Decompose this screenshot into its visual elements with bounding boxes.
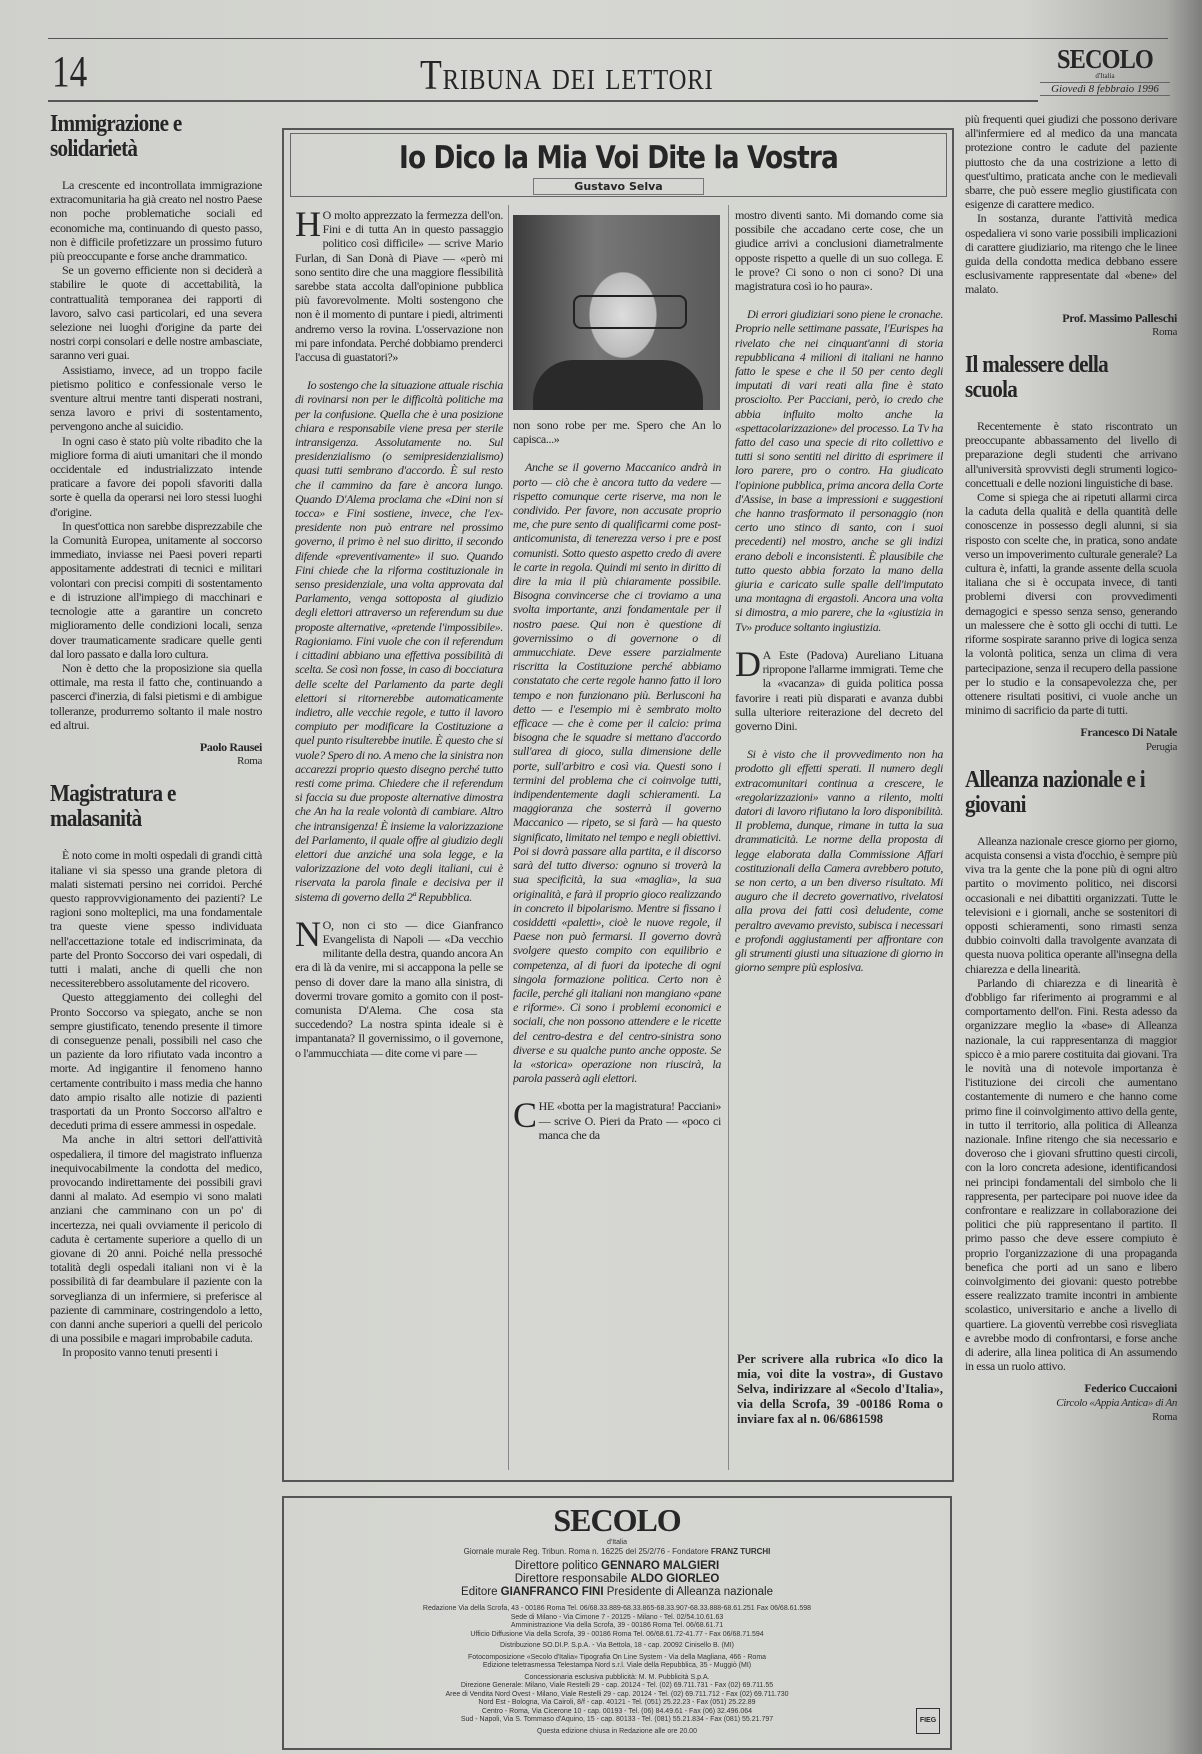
- paragraph: Ma anche in altri settori dell'attività ospedaliera, il timore del magistrato influenza inequivocabilmente la condotta del medico, provocando indirettamente dei possibili gravi danni al malato. Ad esempio vi sono malati anziani che camminano con un po' di incertezza, nei quali ovviamente il pericolo di caduta è certamente superiore a quello di un giovane di 20 anni. Poiché nella pressoché totalità degli ospedali italiani non vi è la possibilità di far deambulare il paziente con la sorveglianza di un infermiere, si preferisce al paziente di camminare, costringendolo a letto, con danni anche superiori a quelli del pericolo di una possibile e magari improbabile caduta.: [50, 1132, 262, 1346]
- author-city: Roma: [237, 755, 262, 768]
- imprint-line: Aree di Vendita Nord Ovest - Milano, Viale Restelli 29 - cap. 20124 - Tel. (02) 69.711.712 - Fax (02) 69.711.730: [445, 1690, 789, 1698]
- imprint-logo: SECOLO: [553, 1502, 681, 1538]
- letter-ospedali-cont: [965, 112, 1177, 339]
- paragraph: Questo atteggiamento dei colleghi del Pronto Soccorso va spiegato, anche se non sempre giustificato, tenendo presente il timore di conseguenze penali, possibili nel caso che un paziente da loro rifiutato vada incontro a morte. Ad ingigantire il fenomeno hanno certamente contribuito i mass media che hanno dato ampio risalto alle notizie di pazienti trasportati da un Pronto Soccorso all'altro e deceduti prima di essere ammessi in ospedale.: [50, 990, 262, 1133]
- paragraph: Se un governo efficiente non si deciderà a stabilire le quote di accettabilità, la contrattualità temporanea dei rapporti di lavoro, salvo casi particolari, ed una severa selezione nei luoghi d'origine da parte dei nostri corpi consolari e delle nostre ambasciate, saranno veri guai.: [50, 263, 262, 363]
- letter-furlan: H O molto apprezzato la fermezza dell'on. Fini e di tutta An in questo passaggio politico così difficile» — scrive Mario Furlan, di San Donà di Piave — «però mi sono sentito dire che una maggiore flessibilità sarebbe stata accolta dall'opinione pubblica più favorevolmente. Molti sostengono che non è il momento di puntare i piedi, altrimenti andremo verso la rovina. L'osservazione non mi pare infondata. Perché dobbiamo prenderci l'accusa di guastatori?»: [295, 208, 503, 365]
- masthead: [1040, 44, 1170, 96]
- right-column: [965, 112, 1177, 1754]
- letter-scuola: [965, 353, 1177, 754]
- reply-lituana: Si è visto che il provvedimento non ha prodotto gli effetti sperati. Il numero degli extracomunitari continua a crescere, le «regolarizzazioni» vanno a rilento, molti datori di lavoro rifiutano la loro disponibilità. Il problema, dunque, rimane in tutta la sua drammaticità. Le norme della proposta di legge elaborata dalla Commissione Affari costituzionali della Camera avrebbero potuto, se non certo, a un ben diverso risultato. Mi auguro che il decreto governativo, rivelatosi alla prova dei fatti così deludente, come peraltro avevamo previsto, subisca i necessari e profondi aggiustamenti per affrontare con gli strumenti giusti una situazione di giorno in giorno sempre più esplosiva.: [735, 747, 943, 975]
- imprint-registration: Giornale murale Reg. Tribun. Roma n. 16225 del 25/2/76 - Fondatore FRANZ TURCHI: [463, 1546, 771, 1556]
- author-photo: [513, 215, 720, 410]
- imprint-line: Direzione Generale: Milano, Viale Restelli 29 - cap. 20124 - Tel. (02) 69.711.731 - Fax (02) 69.711.55: [460, 1682, 774, 1689]
- letter-magistratura: [50, 782, 262, 1359]
- imprint-line: Sede di Milano - Via Cimone 7 - 20125 - Milano - Tel. 02/54.10.61.63: [510, 1613, 724, 1621]
- paragraph: In quest'ottica non sarebbe disprezzabile che la Comunità Europea, unitamente al soccorso immediato, inviasse nei Paesi poveri reparti appositamente addestrati di tecnici e militari volontari con precisi compiti di sostentamento e di istruzione all'impiego di macchinari e tecnologie atte a garantire un concreto miglioramento delle condizioni locali, senza dover traumaticamente sradicare quelle genti dal loro passato e dalla loro cultura.: [50, 518, 262, 661]
- column-author: Gustavo Selva: [533, 178, 703, 195]
- paragraph: più frequenti quei giudizi che possono derivare all'infermiere ed al medico da una mancata protezione contro le cadute del paziente piuttosto che da una costrizione a letto di quest'ultimo, praticata anche con le medievali sbarre, che può essere meglio giustificata con esigenze di carattere medico.: [965, 112, 1177, 212]
- column-text-1: [295, 208, 503, 1473]
- author-signature: Francesco Di Natale: [1080, 725, 1177, 740]
- imprint-line: Ufficio Diffusione Via della Scrofa, 39 - 00186 Roma Tel. 06/68.61.72-41.77 - Fax 06/68.71.594: [470, 1630, 764, 1638]
- author-city: Roma: [1152, 325, 1177, 338]
- imprint-line: Distribuzione SO.DI.P. S.p.A. - Via Bettola, 18 - cap. 20092 Cinisello B. (MI): [500, 1642, 734, 1649]
- imprint-editor: Editore GIANFRANCO FINI Presidente di Alleanza nazionale: [461, 1586, 773, 1598]
- drop-cap: C: [513, 1095, 537, 1136]
- reply-pieri: Di errori giudiziari sono piene le cronache. Proprio nelle settimane passate, l'Eurispes ha rivelato che nei cinquant'anni di storia repubblicana 4 milioni di italiani ne hanno fatto le spese e che il 50 per cento degli imputati di vari reati alla fine è stato prosciolto. Per Pacciani, però, io credo che abbia influito molto anche la «spettacolarizzazione» del processo. La Tv ha fatto del caso una specie di rito collettivo e tutti si sono sentiti nel diritto di esprimere il loro parere, pro o contro. Ha giudicato l'opinione pubblica, prima ancora della Corte d'Assise, in base a impressioni e suggestioni che hanno trasformato il personaggio (non certo uno stinco di santo, con i suoi precedenti) nel mostro, anche se gli indizi erano deboli e inconsistenti. È plausibile che tutto questo abbia forzato la mano della giuria e caricato sulle spalle dell'imputato una montagna di ergastoli. Ancora una volta si dimostra, a mio parere, che la «giustizia in Tv» produce soltanto ingiustizia.: [735, 307, 943, 634]
- fieg-logo: FIEG: [916, 1708, 940, 1734]
- imprint-dir-resp: Direttore responsabile ALDO GIORLEO: [514, 1573, 720, 1585]
- imprint-line: Nord Est - Bologna, Via Cairoli, 8/f - cap. 40121 - Tel. (051) 25.22.23 - Fax (051) 25.22.89: [478, 1699, 756, 1706]
- imprint-line: Concessionaria esclusiva pubblicità: M. M. Pubblicità S.p.A.: [524, 1673, 710, 1681]
- imprint-logo-sub: d'Italia: [606, 1539, 627, 1546]
- paragraph: È noto come in molti ospedali di grandi città italiane vi sia spesso una grande pletora di malati sistemati persino nei corridoi. Perché questo rapprovvigionamento dei pazienti? Le ragioni sono molteplici, ma una fondamentale tra queste viene spesso individuata nell'accettazione totale ed indiscriminata, da parte del Pronto Soccorso dei vari ospedali, di tutti i malati, anche di quelli che non necessiterebbero assolutamente del ricovero.: [50, 848, 262, 991]
- column-header: [290, 133, 947, 197]
- imprint-line: Edizione teletrasmessa Telestampa Nord s.r.l. Viale della Repubblica, 35 - Muggiò (MI): [482, 1662, 752, 1669]
- photo-glasses: [573, 295, 687, 329]
- author-city: Roma: [1152, 1410, 1177, 1423]
- author-signature: Paolo Rausei: [199, 739, 262, 754]
- paragraph: Assistiamo, invece, ad un troppo facile pietismo politico e confessionale verso le sventure altrui mentre tanti disperati nostrani, senza lavoro e privi di sostentamento, pervengono anche al suicidio.: [50, 362, 262, 434]
- imprint-line: Redazione Via della Scrofa, 43 - 00186 Roma Tel. 06/68.33.889-68.33.865-68.33.907-68.33.888-68.61.251 Fax 06/68.61.598: [422, 1605, 812, 1612]
- column-title: Io Dico la Mia Voi Dite la Vostra: [399, 140, 838, 176]
- imprint-line: Amministrazione Via della Scrofa, 39 - 00186 Roma Tel. 06/68.61.71: [510, 1622, 724, 1629]
- imprint-dir-pol: Direttore politico GENNARO MALGIERI: [514, 1560, 720, 1572]
- author-signature: Prof. Massimo Palleschi: [1062, 310, 1177, 325]
- imprint-box: [282, 1496, 952, 1750]
- author-affiliation: Circolo «Appia Antica» di An: [1056, 1396, 1177, 1409]
- author-city: Perugia: [1145, 740, 1177, 753]
- drop-cap: H: [295, 208, 321, 244]
- masthead-logo: SECOLO: [1057, 44, 1153, 74]
- reply-evangelista: Anche se il governo Maccanico andrà in porto — ciò che è ancora tutto da vedere — rispetto comunque certe riserve, ma non le condivido. Per favore, non accusate proprio me, che pure sento di qualificarmi come post-anticomunista, di tenerezza verso i pre e post comunisti. Sotto questo aspetto credo di avere le carte in regola. Quindi mi sento in diritto di dire la mia il più chiaramente possibile. Bisogna convincerse che ci troviamo a una svolta importante, anzi fondamentale per il nostro paese. Qui non è questione di governissimo o di governone o di ammucchiate. Deve essere parzialmente riscritta la Costituzione perché abbiamo constatato che certe regole hanno fatto il loro tempo e non funzionano più. Berlusconi ha detto — e l'esempio mi è sembrato molto efficace — che è come per il calcio: prima bisogna che le squadre si mettano d'accordo sull'area di gioco, sulla dimensione delle porte, sull'arbitro e così via. Questi sono i termini del problema che ci coinvolge tutti, indipendentemente dagli schieramenti. La maggioranza che sosterrà il governo Maccanico — ripeto, se si farà — ha questo significato, limitato nel tempo e negli obiettivi. Poi si dovrà passare alla partita, e il discorso sarà del tutto diverso: ognuno si troverà la sua specificità, la sua «maglia», la sua originalità, e farà il proprio gioco realizzando in concreto il bipolarismo. Mentre si fissano i cosiddetti «paletti», cioè le nuove regole, il Paese non può fermarsi. Il governo dovrà svolgere questo compito con equilibrio e competenza, al di fuori da ipoteche di ogni singola formazione politica. Certo non è facile, perché gli italiani non mangiano «pane e riforme». Ci sono i problemi economici e sociali, che non possono attendere e le ricette del centro-destra e del centro-sinistra sono diverse e su qualche punto anche opposte. Se la «storica» operazione non riuscirà, la parola passerà agli elettori.: [513, 460, 721, 1086]
- paragraph: In ogni caso è stato più volte ribadito che la migliore forma di aiuti umanitari che il mondo occidentale ed industrializzato intende praticare a favore dei popoli sfavoriti dalla sorte è quella da operarsi nei loro stessi luoghi d'origine.: [50, 433, 262, 519]
- top-rule: [48, 38, 1168, 39]
- author-signature: Federico Cuccaioni: [1084, 1381, 1177, 1396]
- paragraph: Alleanza nazionale cresce giorno per giorno, acquista consensi a vista d'occhio, è sempre più viva tra la gente che la pone più di ogni altro partito o movimento politico, nei discorsi occasionali e nei dibattiti organizzati. Tutte le televisioni e i giornali, anche se sostenitori di opposti schieramenti, sono rimasti senza dubbio coinvolti dalla travolgente avanzata di questa nuova politica operante all'insegna della chiarezza e della linearità.: [965, 833, 1177, 976]
- imprint-details: [284, 1605, 950, 1736]
- paragraph: La crescente ed incontrollata immigrazione extracomunitaria ha già creato nel nostro Paese non poche problematiche sociali ed economiche ma, continuando di questo passo, non è difficile profetizzare un prossimo futuro più preoccupante e forse anche drammatico.: [50, 178, 262, 264]
- paragraph: In proposito vanno tenuti presenti i: [62, 1345, 218, 1360]
- imprint-line: Fotocomposizione «Secolo d'Italia» Tipografia On Line System - Via della Magliana, 466 - Roma: [467, 1653, 767, 1661]
- reply-furlan: Io sostengo che la situazione attuale rischia di rovinarsi non per le difficoltà politiche ma per la confusione. Quella che è una posizione chiara e responsabile viene presa per sterile intransigenza. Assolutamente no. Sul presidenzialismo (o semipresidenzialismo) quasi tutti sembrano d'accordo. È sul resto che il cammino da fare è ancora lungo. Quando D'Alema proclama che «Dini non si tocca» e Fini sostiene, invece, che l'ex-presidente non può entrare nel prossimo governo, il primo è nel suo diritto, il secondo difende «preventivamente» il suo. Quando Fini chiede che la riforma costituzionale in senso presidenziale, una volta approvata dal Parlamento, venga sottoposta al giudizio degli elettori attraverso un referendum su due proposte alternative, «pretende l'impossibile». Ragioniamo. Fini vuole che con il referendum i cittadini abbiano una effettiva possibilità di scelta. Se così non fosse, in caso di bocciatura delle scelte del Parlamento da parte degli elettori si ritornerebbe automaticamente indietro, alle vecchie regole, e tutto il lavoro compiuto per modificare la Costituzione a quel punto risulterebbe inutile. È questo che si vuole? Spero di no. A meno che la sinistra non accarezzi proprio questo disegno perché tutto resti come prima. Chiedere che il referendum si faccia su due proposte alternative dimostra che An ha la reale volontà di cambiare. Altro che intransigenza! È insieme la valorizzazione del Parlamento, il quale offre al giudizio degli elettori due anziché una sola legge, e la valorizzazione del voto degli italiani, cui è riservata la parola finale e decisiva per il sistema di governo della 2ª Repubblica.: [295, 378, 503, 904]
- paragraph: In sostanza, durante l'attività medica ospedaliera vi sono varie possibili implicazioni di carattere giudiziario, ma ritengo che le linee guida della condotta medica debbano essere esclusivamente rappresentate dal «bene» del malato.: [965, 211, 1177, 297]
- letter-immigrazione: [50, 112, 262, 768]
- letter-lituana: D A Este (Padova) Aureliano Lituana ripropone l'allarme immigrati. Teme che la «vacanza» di guida politica possa favorire i reati più disparati e avanza dubbi sulla ulteriore reiterazione del decreto del governo Dini.: [735, 643, 943, 733]
- drop-cap: D: [735, 643, 761, 684]
- letter-evangelista-cont: non sono robe per me. Spero che An lo capisca...»: [513, 418, 721, 447]
- column-divider: [728, 205, 729, 1470]
- submission-note: Per scrivere alla rubrica «Io dico la mia, voi dite la vostra», di Gustavo Selva, indirizzare al «Secolo d'Italia», via della Scrofa, 39 -00186 Roma o inviare fax al n. 06/6861598: [737, 1352, 943, 1426]
- drop-cap: N: [295, 913, 321, 954]
- paragraph: Parlando di chiarezza e di linearità è d'obbligo far riferimento ai programmi e al comportamento dell'on. Fini. Resta adesso da organizzare meglio la «base» di Alleanza nazionale, la cui rappresentanza di maggior spicco è a mio parere costituita dai giovani. Tra le novità una di notevole importanza è l'istituzione dei circoli che aumentano costantemente di numero e che hanno come primo fine il coinvolgimento attivo della gente, in tutto il territorio, alla politica di Alleanza nazionale. Infine ritengo che sia necessario e doveroso che i giovani sfruttino questi circoli, con la loro concreta adesione, identificandosi nei principi fondamentali del simbolo che li rappresenta, per partecipare poi nuove idee da confrontare e realizzare in collaborazione dei politici che più rappresentano il partito. Il primo passo che deve essere compiuto è proprio l'organizzazione di una propaganda benefica che porti ad un sano e libero coinvolgimento dei giovani: questo potrebbe essere realizzato tramite incontri in ambiente scolastico, universitario e anche a livello di quartiere. La gioventù verrebbe così risvegliata e avrebbe modo di confrontarsi, e forse anche di aderire, alla linea politica di An assumendo in essa un ruolo attivo.: [965, 975, 1177, 1374]
- imprint-line: Questa edizione chiusa in Redazione alle ore 20.00: [537, 1727, 697, 1735]
- letter-alleanza: [965, 768, 1177, 1424]
- imprint-line: Centro - Roma, Via Cicerone 10 - cap. 00193 - Tel. (06) 84.49.61 - Fax (06) 32.496.064: [481, 1707, 753, 1715]
- letter-pieri-cont: mostro diventi santo. Mi domando come sia possibile che accadano certe cose, che un giudice arrivi a conclusioni diametralmente opposte rispetto a quelle di un suo collega. E le prove? Ci sono o non ci sono? Di una magistratura così io ho paura».: [735, 208, 943, 294]
- header-rule: [48, 100, 1038, 102]
- masthead-sub: d'Italia: [1095, 72, 1115, 80]
- letter-pieri: CHE «botta per la magistratura! Pacciani» — scrive O. Pieri da Prato — «poco ci manca che da: [513, 1095, 721, 1142]
- section-title: Tribuna dei lettori: [420, 53, 714, 99]
- issue-date: Giovedì 8 febbraio 1996: [1040, 82, 1170, 96]
- headline: Alleanza nazionale e i giovani: [965, 766, 1145, 818]
- paragraph: Non è detto che la proposizione sia quella ottimale, ma resta il fatto che, continuando a pascerci d'inerzia, di falsi pietismi e di ambigue tolleranze, produrremo soltanto il male nostro ed altrui.: [50, 660, 262, 732]
- column-text-2: [513, 418, 721, 1473]
- left-column: [50, 112, 262, 1754]
- headline: Il malessere della scuola: [965, 352, 1108, 404]
- column-divider: [508, 205, 509, 1470]
- photo-suit: [533, 360, 703, 410]
- paragraph: Recentemente è stato riscontrato un preoccupante abbassamento del livello di preparazione degli studenti che arrivano all'università sprovvisti degli strumenti logico-concettuali e delle nozioni linguistiche di base.: [965, 419, 1177, 490]
- column-text-3: [735, 208, 943, 1473]
- headline: Magistratura e malasanità: [50, 781, 176, 833]
- letter-evangelista: N O, non ci sto — dice Gianfranco Evangelista di Napoli — «Da vecchio militante della destra, quando ancora An era di là da venire, mi si accappona la pelle se penso di dover dare la mano alla sinistra, di dovermi trovare gomito a gomito con il post-comunista D'Alema. Che cosa sta succedendo? La nostra spinta ideale si è impantanata? Il governissimo, o il governone, o l'ammucchiata — dite come vi pare —: [295, 913, 503, 1060]
- imprint-line: Sud - Napoli, Via S. Tommaso d'Aquino, 15 - cap. 80133 - Tel. (081) 55.21.834 - Fax (081) 55.21.797: [460, 1716, 774, 1723]
- paragraph: Come si spiega che ai ripetuti allarmi circa la caduta della qualità e della quantità delle conoscenze in possesso degli alunni, si sia risposto con scelte che, in pratica, sono andate verso un impoverimento culturale generale? La cultura è, infatti, la grande assente della scuola italiana che si è occupata invece, di tanti problemi diversi con provvedimenti demagogici e spesso senza senso, generando un malessere che è sotto gli occhi di tutti. Le riforme sospirate saranno prive di logica senza la volontà politica, senza un clima di vera partecipazione, senza il recupero della passione per lo studio e la consapevolezza che, per ottenere risultati positivi, ci vuole anche un minimo di sacrificio da parte di tutti.: [965, 490, 1177, 718]
- page-number: 14: [52, 47, 88, 96]
- headline: Immigrazione e solidarietà: [50, 112, 182, 162]
